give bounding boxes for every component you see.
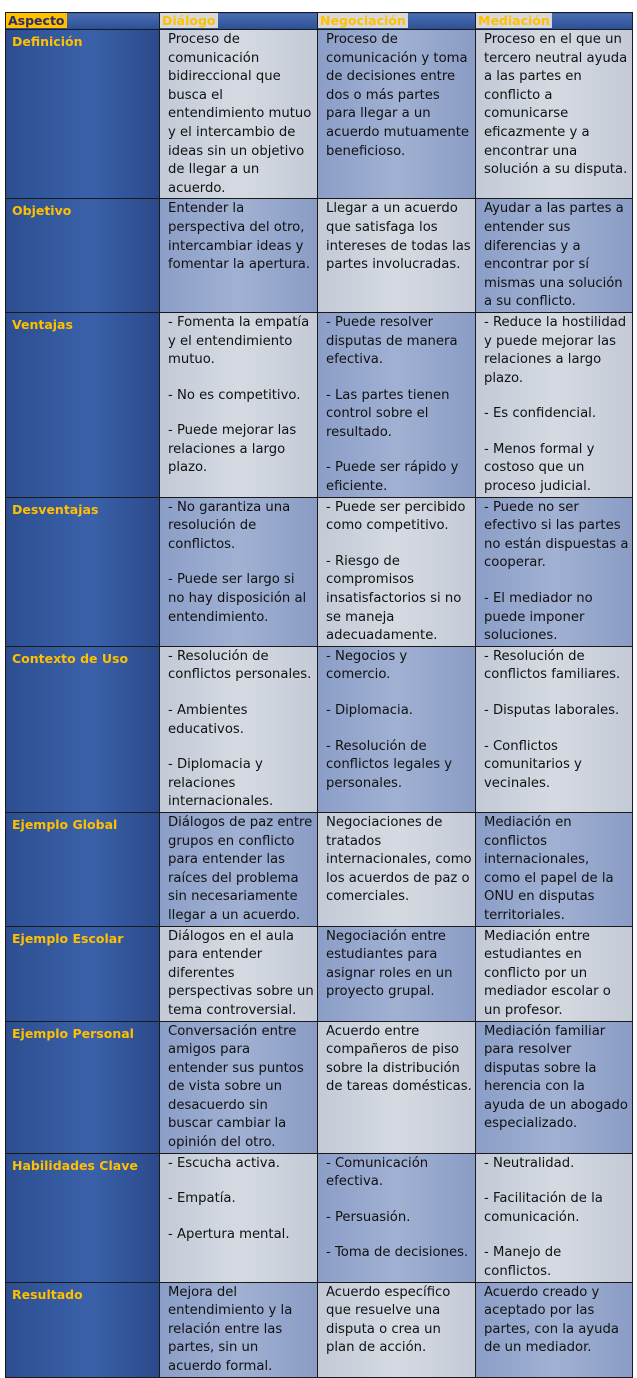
cell-text: Diálogos de paz entre grupos en conflicto para entender las raíces del problema sin necesariamente llegar a un acuerdo. [168, 814, 313, 923]
table-row [6, 199, 633, 313]
cell-text: Proceso de comunicación bidireccional que busca el entendimiento mutuo y el intercambio de ideas sin un objetivo de llegar a un acuerdo. [168, 32, 312, 196]
header-label: Negociación [320, 13, 406, 28]
cell-text: - Facilitación de la comunicación. [484, 1191, 603, 1225]
table-row [6, 1021, 633, 1153]
cell-text: Mejora del entendimiento y la relación entre las partes, sin un acuerdo formal. [168, 1284, 293, 1374]
cell-text: - Menos formal y costoso que un proceso judicial. [484, 441, 595, 495]
cell-text: - Ambientes educativos. [168, 703, 248, 737]
cell-text: - Puede ser largo si no hay disposición al entendimiento. [168, 572, 307, 625]
header-row [6, 13, 633, 30]
table-cell [318, 812, 476, 926]
cell-text: - Puede ser percibido como competitivo. [326, 499, 466, 534]
comparison-table [5, 12, 633, 1378]
table-cell [160, 926, 318, 1021]
cell-text: - El mediador no puede imponer soluciones. [484, 591, 593, 644]
cell-text: - Es confidencial. [484, 406, 597, 422]
header-aspecto [6, 13, 160, 30]
row-aspect-label: Resultado [6, 1282, 160, 1377]
header-mediacion [476, 13, 633, 30]
table-row [6, 30, 633, 199]
table-cell [318, 199, 476, 313]
cell-text: Mediación familiar para resolver disputas sobre la herencia con la ayuda de un abogado especializado. [484, 1023, 628, 1132]
cell-text: Acuerdo específico que resuelve una disputa o crea un plan de acción. [326, 1284, 451, 1356]
cell-text: - Manejo de conflictos. [484, 1245, 562, 1280]
table-cell [160, 30, 318, 199]
table-row [6, 1153, 633, 1282]
table-row [6, 312, 633, 497]
cell-text: - Puede no ser efectivo si las partes no están dispuestas a cooperar. [484, 499, 629, 571]
cell-text: Proceso en el que un tercero neutral ayuda a las partes en conflicto a comunicarse eficazmente y a encontrar una solución a su disputa. [484, 32, 628, 178]
table-cell [476, 926, 633, 1021]
cell-text: Entender la perspectiva del otro, intercambiar ideas y fomentar la apertura. [168, 201, 311, 273]
cell-text: Conversación entre amigos para entender sus puntos de vista sobre un desacuerdo sin buscar cambiar la opinión del otro. [168, 1023, 304, 1151]
table-cell [476, 812, 633, 926]
row-aspect-label: Desventajas [6, 497, 160, 646]
table-cell [160, 646, 318, 812]
cell-text: - Puede ser rápido y eficiente. [326, 460, 459, 495]
table-cell [318, 312, 476, 497]
cell-text: - No es competitivo. [168, 387, 301, 403]
table-row [6, 1282, 633, 1377]
cell-text: Acuerdo creado y aceptado por las partes, con la ayuda de un mediador. [484, 1284, 619, 1356]
row-aspect-label: Contexto de Uso [6, 646, 160, 812]
table-cell [160, 1021, 318, 1153]
cell-text: - Resolución de conflictos personales. [168, 648, 312, 683]
table-cell [160, 497, 318, 646]
table-cell [160, 312, 318, 497]
cell-text: Proceso de comunicación y toma de decisiones entre dos o más partes para llegar a un acuerdo mutuamente beneficioso. [326, 32, 470, 159]
header-dialogo [160, 13, 318, 30]
table-cell [318, 926, 476, 1021]
cell-text: - Fomenta la empatía y el entendimiento mutuo. [168, 314, 310, 368]
cell-text: - Negocios y comercio. [326, 648, 408, 683]
cell-text: Llegar a un acuerdo que satisfaga los intereses de todas las partes involucradas. [326, 201, 471, 273]
cell-text: - Empatía. [168, 1191, 236, 1207]
cell-text: - Diplomacia. [326, 703, 413, 718]
cell-text: Mediación entre estudiantes en conflicto por un mediador escolar o un profesor. [484, 928, 611, 1018]
cell-text: - Conflictos comunitarios y vecinales. [484, 738, 582, 791]
table-row [6, 497, 633, 646]
cell-text: - Puede resolver disputas de manera efectiva. [326, 314, 458, 368]
cell-text: - Disputas laborales. [484, 703, 620, 718]
cell-text: - Persuasión. [326, 1209, 411, 1225]
cell-text: - Diplomacia y relaciones internacionales. [168, 757, 274, 810]
table-cell [318, 30, 476, 199]
cell-text: - Apertura mental. [168, 1226, 290, 1242]
row-aspect-label: Ejemplo Personal [6, 1021, 160, 1153]
cell-text: Acuerdo entre compañeros de piso sobre la distribución de tareas domésticas. [326, 1023, 472, 1095]
table-cell [318, 646, 476, 812]
cell-text: Ayudar a las partes a entender sus diferencias y a encontrar por sí mismas una solución a su conflicto. [484, 201, 624, 310]
cell-text: - Comunicación efectiva. [326, 1155, 429, 1190]
table-cell [318, 497, 476, 646]
table-cell [476, 312, 633, 497]
table-cell [160, 812, 318, 926]
cell-text: - Toma de decisiones. [326, 1245, 469, 1261]
table-cell [318, 1021, 476, 1153]
row-aspect-label: Ejemplo Escolar [6, 926, 160, 1021]
table-row [6, 926, 633, 1021]
cell-text: Diálogos en el aula para entender diferentes perspectivas sobre un tema controversial. [168, 928, 314, 1018]
cell-text: - Escucha activa. [168, 1155, 280, 1171]
row-aspect-label: Ventajas [6, 312, 160, 497]
table-cell [318, 1282, 476, 1377]
cell-text: - Puede mejorar las relaciones a largo plazo. [168, 423, 297, 476]
row-aspect-label: Habilidades Clave [6, 1153, 160, 1282]
table-cell [318, 1153, 476, 1282]
cell-text: Negociación entre estudiantes para asignar roles en un proyecto grupal. [326, 928, 453, 1000]
table-cell [160, 199, 318, 313]
header-label: Diálogo [162, 13, 216, 28]
row-aspect-label: Definición [6, 30, 160, 199]
cell-text: Mediación en conflictos internacionales, como el papel de la ONU en disputas territoriales. [484, 814, 614, 923]
table-cell [476, 646, 633, 812]
table-cell [476, 30, 633, 199]
table-cell [160, 1282, 318, 1377]
cell-text: - Reduce la hostilidad y puede mejorar las relaciones a largo plazo. [484, 314, 627, 386]
cell-text: Negociaciones de tratados internacionales, como los acuerdos de paz o comerciales. [326, 814, 472, 905]
table-row [6, 812, 633, 926]
cell-text: - No garantiza una resolución de conflictos. [168, 499, 291, 552]
row-aspect-label: Ejemplo Global [6, 812, 160, 926]
cell-text: - Neutralidad. [484, 1155, 575, 1171]
cell-text: - Las partes tienen control sobre el resultado. [326, 387, 450, 440]
cell-text: - Resolución de conflictos familiares. [484, 648, 621, 683]
table-cell [476, 199, 633, 313]
table-cell [476, 497, 633, 646]
table-row [6, 646, 633, 812]
header-label: Aspecto [8, 13, 65, 28]
table-cell [476, 1282, 633, 1377]
header-negociacion [318, 13, 476, 30]
cell-text: - Resolución de conflictos legales y personales. [326, 738, 453, 791]
row-aspect-label: Objetivo [6, 199, 160, 313]
cell-text: - Riesgo de compromisos insatisfactorios si no se maneja adecuadamente. [326, 553, 462, 644]
header-label: Mediación [478, 13, 550, 28]
table-cell [476, 1021, 633, 1153]
table-cell [476, 1153, 633, 1282]
table-cell [160, 1153, 318, 1282]
